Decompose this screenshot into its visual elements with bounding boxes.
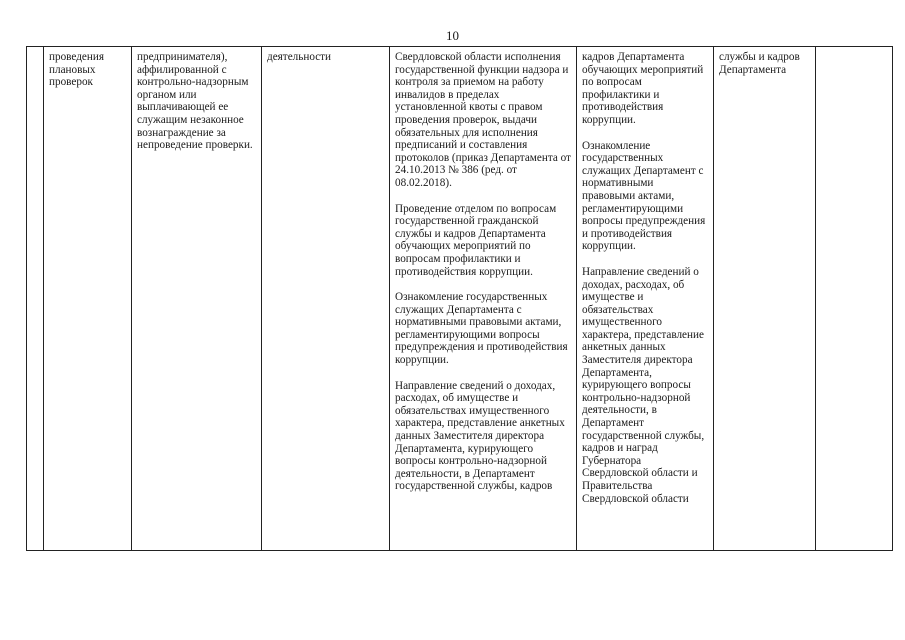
page-number: 10 (446, 28, 459, 43)
cell-activity: деятельности (262, 47, 390, 551)
measure-paragraph: Ознакомление государственных служащих Департамента с нормативными правовыми актами, регламентирующими вопросы предупреждения и противодействия коррупции. (395, 291, 568, 367)
measure-paragraph: кадров Департамента обучающих мероприятий по вопросам профилактики и противодействия коррупции. (582, 51, 704, 126)
cell-measures-planned (577, 47, 714, 551)
cell-risk-description: предпринимателя), аффилированной с контрольно-надзорным органом или выплачивающей ее служащим незаконное вознаграждение за непроведение проверки. (132, 47, 262, 551)
measure-paragraph: Ознакомление государственных служащих Департамент с нормативными правовыми актами, регламентирующими вопросы предупреждения и противодействия коррупции. (582, 139, 706, 253)
measure-paragraph: Направление сведений о доходах, расходах, об имуществе и обязательствах имущественного характера, представление анкетных данных Заместителя директора Департамента, курирующего вопросы контрольно-надзорной деятельности, в Департамент государственной службы, кадров и наград Губернатора Свердловской области и Правительства Свердловской области (582, 265, 705, 505)
cell-number (27, 47, 44, 551)
cell-stage: проведения плановых проверок (44, 47, 132, 551)
cell-responsible: службы и кадров Департамента (714, 47, 816, 551)
table-row (27, 47, 893, 551)
measure-paragraph: Направление сведений о доходах, расходах, об имуществе и обязательствах имущественного характера, представление анкетных данных Заместителя директора Департамента, курирующего вопросы контрольно-надзорной деятельности, в Департамент государственной службы, кадров (395, 379, 565, 493)
document-table (26, 46, 893, 551)
measure-paragraph: Проведение отделом по вопросам государственной гражданской службы и кадров Департамента обучающих мероприятий по вопросам профилактики и противодействия коррупции. (395, 202, 557, 278)
measure-paragraph: Свердловской области исполнения государственной функции надзора и контроля за приемом на работу инвалидов в пределах установленной квоты с правом проведения проверок, выдачи обязательных для исполнения предписаний и составления протоколов (приказ Департамента от 24.10.2013 № 386 (ред. от 08.02.2018). (395, 51, 571, 189)
cell-measures-implemented (390, 47, 577, 551)
cell-deadline (816, 47, 893, 551)
